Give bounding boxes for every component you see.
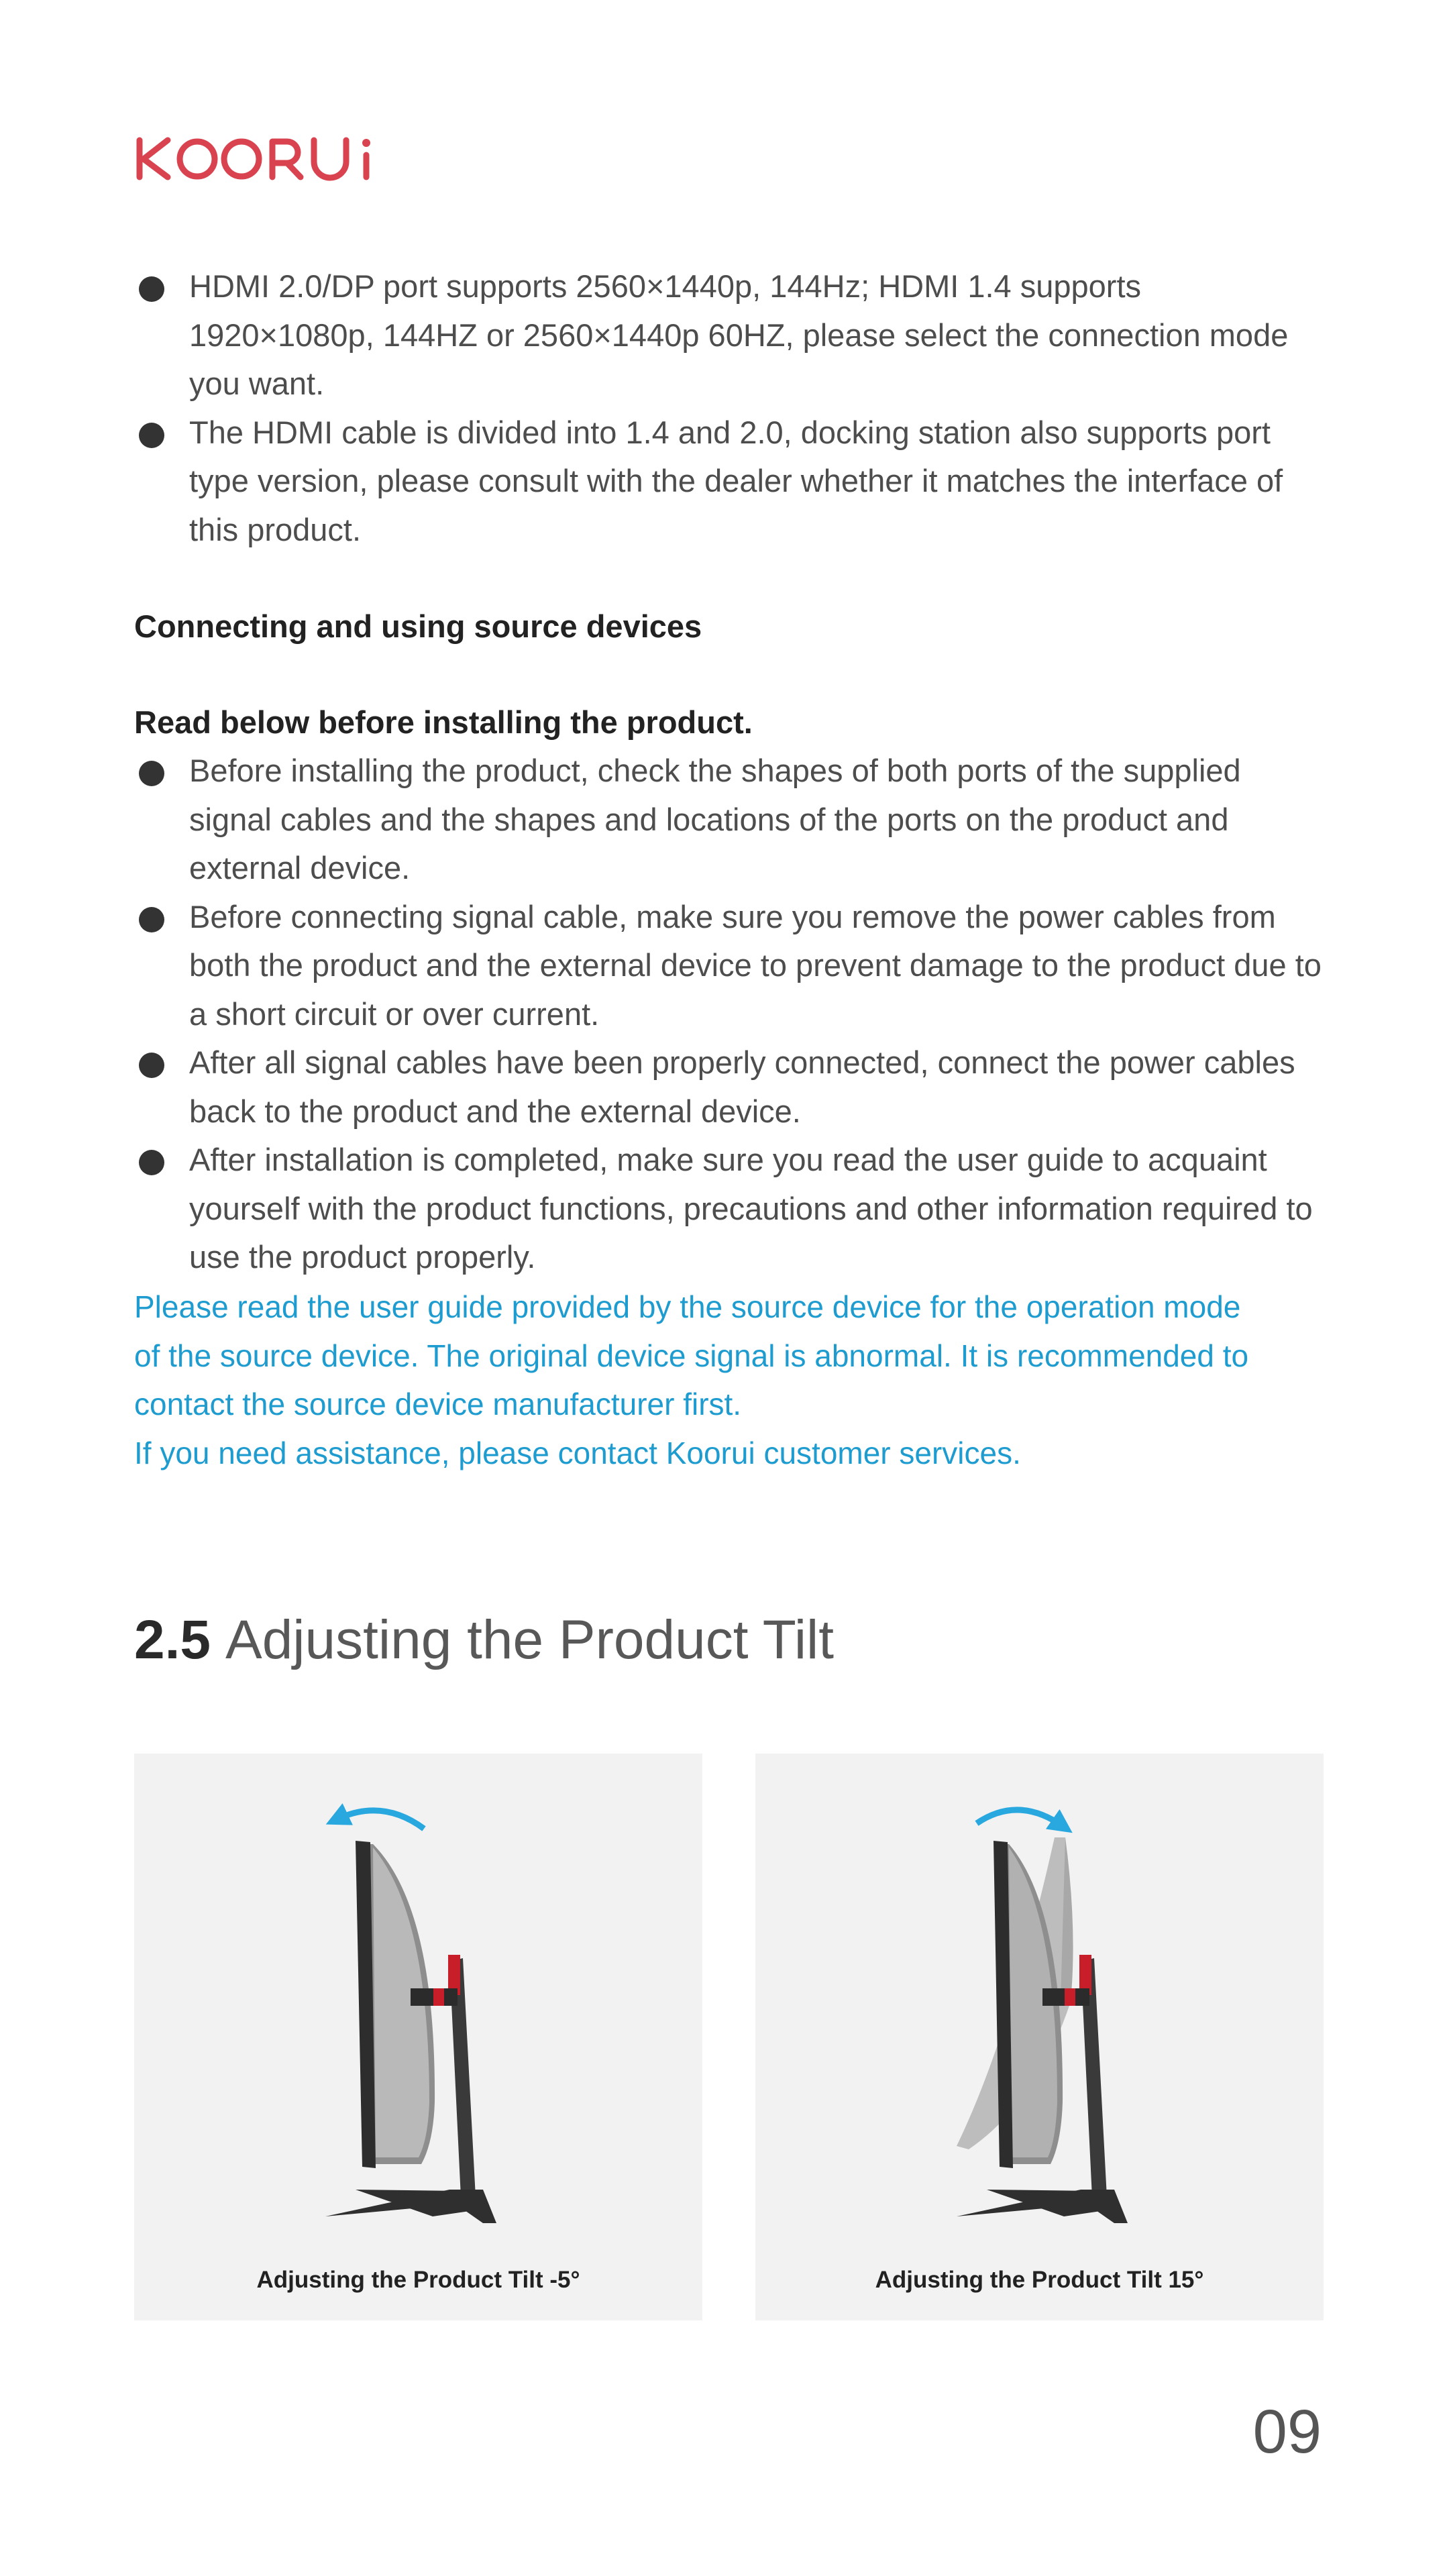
intro-bullet-list: [134, 262, 1328, 554]
figure-caption: Adjusting the Product Tilt 15°: [875, 2267, 1204, 2293]
note-line: of the source device. The original device signal is abnormal. It is recommended to: [134, 1338, 1249, 1373]
list-item: [134, 409, 1328, 555]
koorui-logo-mark: [134, 136, 379, 181]
bullet-text: Before connecting signal cable, make sure you remove the power cables from both the product and the external device to prevent damage to the product due to a short circuit or over current.: [189, 898, 1322, 1032]
section-number: 2.5: [134, 1609, 211, 1670]
bullet-icon: [139, 1150, 164, 1175]
bullet-icon: [139, 1053, 164, 1078]
page-number: 09: [1252, 2398, 1322, 2466]
install-bullet-list: [134, 747, 1328, 1282]
bullet-icon: [139, 761, 164, 786]
bullet-text: The HDMI cable is divided into 1.4 and 2.0, docking station also supports port type version, please consult with the dealer whether it matches the interface of this product.: [189, 414, 1283, 547]
bullet-text: HDMI 2.0/DP port supports 2560×1440p, 144Hz; HDMI 1.4 supports 1920×1080p, 144HZ or 2560×1440p 60HZ, please select the connection mode you want.: [189, 268, 1289, 401]
tilt-arrow-icon: [977, 1810, 1063, 1826]
koorui-logo: [134, 136, 379, 181]
list-item: [134, 262, 1328, 409]
monitor-tilt-forward-illustration: [755, 1754, 1324, 2263]
list-item: [134, 1136, 1328, 1282]
bullet-text: Before installing the product, check the shapes of both ports of the supplied signal cables and the shapes and locations of the ports on the product and external device.: [189, 753, 1241, 885]
note-line: If you need assistance, please contact Koorui customer services.: [134, 1435, 1021, 1470]
figure-caption: Adjusting the Product Tilt -5°: [256, 2267, 580, 2293]
bullet-text: After installation is completed, make sure you read the user guide to acquaint yourself with the product functions, precautions and other information required to use the product properly.: [189, 1142, 1313, 1275]
section-title-text: Adjusting the Product Tilt: [225, 1609, 835, 1670]
bullet-icon: [139, 276, 164, 302]
read-before-heading: Read below before installing the product.: [134, 704, 753, 740]
note-line: contact the source device manufacturer first.: [134, 1387, 742, 1421]
list-item: [134, 1038, 1328, 1136]
connecting-heading: Connecting and using source devices: [134, 608, 702, 644]
tilt-arrow-icon: [337, 1811, 424, 1829]
monitor-tilt-back-illustration: [134, 1754, 702, 2263]
tilt-15-figure: [755, 1754, 1324, 2320]
bullet-text: After all signal cables have been properly connected, connect the power cables back to the product and the external device.: [189, 1044, 1295, 1129]
list-item: [134, 747, 1328, 893]
list-item: [134, 893, 1328, 1039]
bullet-icon: [139, 907, 164, 932]
section-title: [134, 1607, 834, 1674]
bullet-icon: [139, 423, 164, 448]
source-device-notes: [134, 1283, 1328, 1477]
note-line: Please read the user guide provided by the source device for the operation mode: [134, 1289, 1241, 1324]
tilt-minus-5-figure: [134, 1754, 702, 2320]
